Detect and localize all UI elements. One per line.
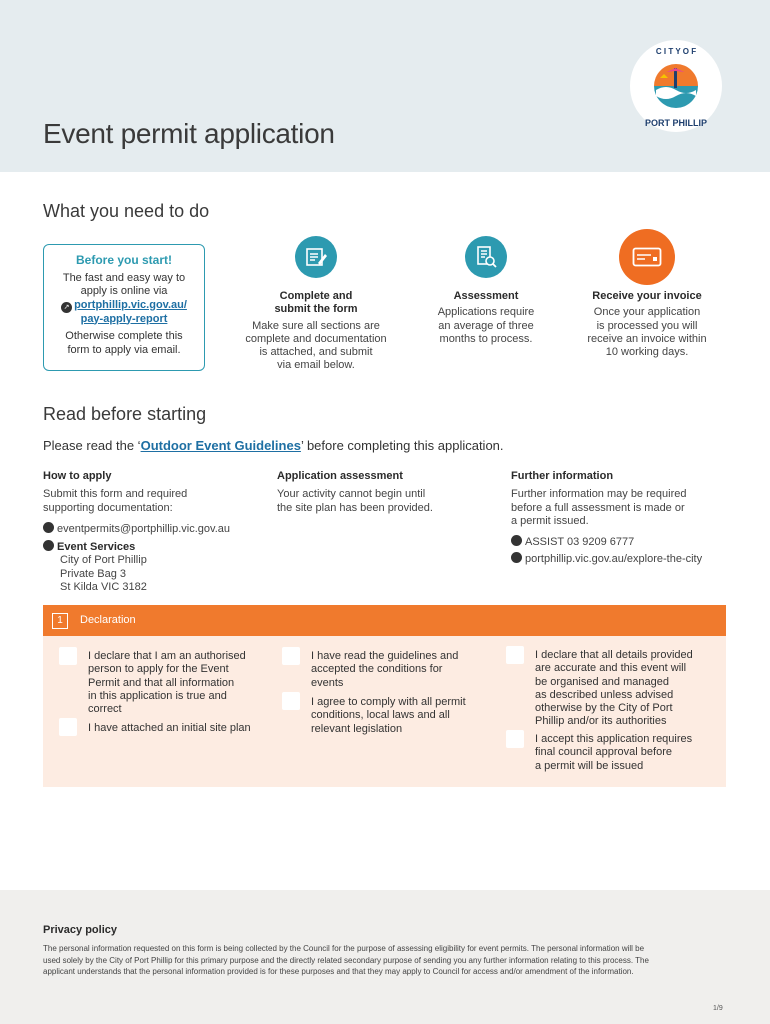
before-line-2: apply is online via (80, 285, 168, 297)
privacy-policy-title: Privacy policy (43, 924, 117, 936)
step-2-title: Assessment (453, 290, 519, 302)
before-you-start-title: Before you start! (75, 253, 173, 267)
how-to-apply-title: How to apply (43, 470, 112, 482)
city-of-port-phillip-logo (624, 40, 728, 132)
section-what-you-need-to-do: What you need to do (43, 201, 210, 221)
before-line-3: Otherwise complete this (65, 330, 183, 342)
email-icon (43, 522, 54, 533)
declaration-header (43, 605, 726, 636)
checkbox-label: I accept this application requires final council approval before a permit will be issued (535, 733, 693, 772)
step-assessment (406, 236, 566, 346)
phone-icon (511, 535, 522, 546)
checkbox-label: I have attached an initial site plan (88, 722, 251, 734)
privacy-policy-text: The personal information requested on this form is being collected by the Council for the purpose of assessing eligibility for event permits. The personal information will be used solely by the City of Port Phillip for this primary purpose and the directly related secondary purpose of sending you any further information relating to this process. The applicant understands that the personal information provided is for these purposes and that they may apply to Council for access and/or amendment of the information. (43, 944, 649, 976)
step-1-text: Make sure all sections are complete and documentation is attached, and submit via email below. (245, 319, 387, 372)
explore-city-link[interactable]: portphillip.vic.gov.au/explore-the-city (525, 553, 703, 566)
svg-text:PORT PHILLIP: PORT PHILLIP (644, 118, 708, 128)
checkbox-label: I have read the guidelines and accepted the conditions for events (311, 650, 459, 689)
checkbox-council-approval[interactable] (506, 730, 524, 748)
step-3-text: Once your application is processed you will receive an invoice within 10 working days. (587, 306, 707, 359)
document-search-icon (465, 236, 507, 278)
step-2-text: Applications require an average of three months to process. (437, 306, 535, 345)
section-read-before-starting: Read before starting (43, 404, 207, 424)
application-assessment-title: Application assessment (277, 470, 403, 482)
step-receive-invoice (567, 229, 727, 359)
web-icon (511, 552, 522, 563)
further-information-column: Further information Further information may be required before a full assessment is made or a permit issued. ASSIST 03 9209 6777 portphillip.vic.gov.au/explore-the-city (511, 470, 741, 567)
guidelines-lead-text: Please read the ‘Outdoor Event Guidelines’ before completing this application. (43, 438, 504, 453)
page-number: 1/9 (713, 1005, 723, 1012)
further-information-title: Further information (511, 470, 614, 482)
section-number: 1 (52, 613, 68, 629)
before-you-start-box (43, 244, 205, 371)
apply-online-link-2[interactable]: pay-apply-report (80, 312, 168, 325)
svg-text:C I T Y O F: C I T Y O F (655, 47, 697, 56)
step-1-title: Complete and submit the form (274, 290, 358, 316)
checkbox-label: I agree to comply with all permit conditions, local laws and all relevant legislation (311, 696, 466, 735)
step-complete-form (236, 236, 396, 373)
checkbox-authorised-person[interactable] (59, 647, 77, 665)
checkbox-label: I declare that all details provided are accurate and this event will be organised and managed as described unless advised otherwise by the City of Port Phillip and/or its authorities (535, 649, 693, 728)
application-assessment-column: Application assessment Your activity cannot begin until the site plan has been provided. (277, 470, 507, 515)
step-3-title: Receive your invoice (592, 290, 702, 302)
card-icon (619, 229, 675, 285)
apply-online-link[interactable]: portphillip.vic.gov.au/ (74, 298, 187, 311)
email-address-link[interactable]: eventpermits@portphillip.vic.gov.au (57, 522, 230, 535)
form-icon (295, 236, 337, 278)
page-title: Event permit application (43, 118, 335, 149)
checkbox-read-guidelines[interactable] (282, 647, 300, 665)
checkbox-details-accurate[interactable] (506, 646, 524, 664)
web-icon: ↗ (61, 302, 72, 313)
how-to-apply-column: How to apply Submit this form and required supporting documentation: eventpermits@portphillip.vic.gov.au Event Services City of Port Phillip Private Bag 3 St Kilda VIC 3182 (43, 470, 273, 594)
checkbox-site-plan[interactable] (59, 718, 77, 736)
outdoor-event-guidelines-link[interactable]: Outdoor Event Guidelines (140, 438, 301, 453)
mail-icon (43, 540, 54, 551)
declaration-title: Declaration (80, 614, 136, 626)
before-line-1: The fast and easy way to (62, 271, 186, 284)
before-line-4: form to apply via email. (67, 343, 181, 356)
checkbox-comply-conditions[interactable] (282, 692, 300, 710)
phone-number[interactable]: ASSIST 03 9209 6777 (525, 536, 635, 549)
checkbox-label: I declare that I am an authorised person to apply for the Event Permit and that all information in this application is true and correct (88, 650, 246, 716)
